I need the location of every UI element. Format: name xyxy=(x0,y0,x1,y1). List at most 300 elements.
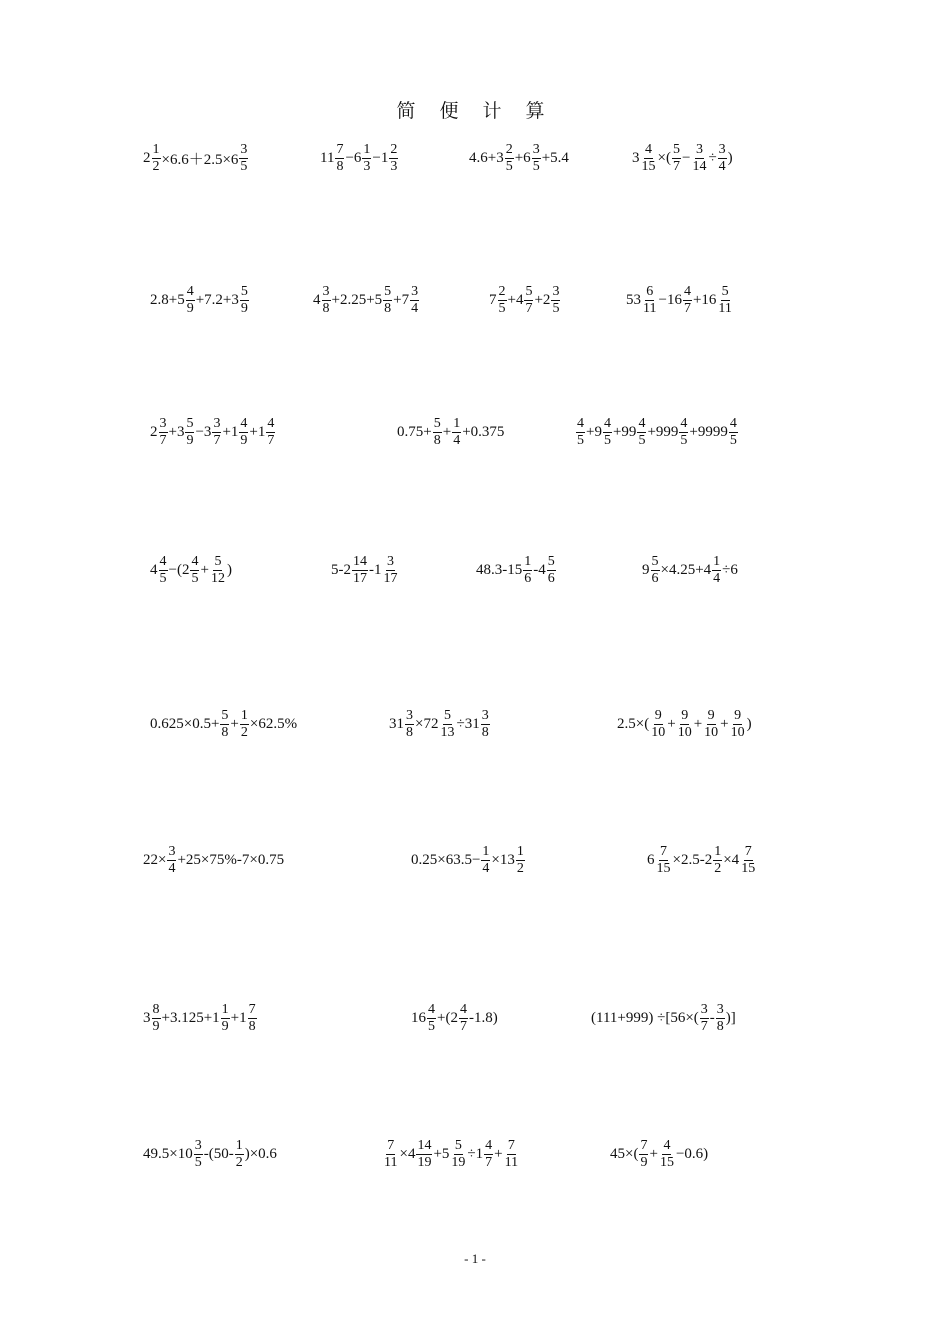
expression-text: −0.6) xyxy=(675,1145,709,1162)
expression-text: +3.125+1 xyxy=(161,1009,220,1026)
fraction-numerator: 6 xyxy=(646,283,654,299)
fraction xyxy=(335,142,344,175)
fraction xyxy=(410,284,419,317)
expression-text: ×2.5-2 xyxy=(672,851,713,868)
fraction-numerator: 1 xyxy=(713,553,721,569)
fraction-denominator: 5 xyxy=(603,432,611,448)
fraction-denominator: 5 xyxy=(194,1154,202,1170)
fraction-numerator: 9 xyxy=(707,707,715,723)
expression-text: (111+999) ÷[56×( xyxy=(591,1009,699,1026)
expression-text: 45×( xyxy=(610,1145,639,1162)
math-problem xyxy=(143,128,249,188)
fraction-numerator: 4 xyxy=(663,1137,671,1153)
fraction-numerator: 7 xyxy=(336,141,344,157)
fraction xyxy=(352,554,368,587)
math-problem xyxy=(313,270,420,330)
fraction xyxy=(212,416,221,449)
expression-text: ×13 xyxy=(491,851,515,868)
expression-text: −16 xyxy=(658,291,682,308)
fraction-denominator: 19 xyxy=(451,1154,466,1170)
fraction xyxy=(484,1138,493,1171)
fraction-denominator: 7 xyxy=(525,300,533,316)
problem-row xyxy=(0,830,950,890)
expression-text: ×62.5% xyxy=(249,715,298,732)
fraction-denominator: 4 xyxy=(453,432,461,448)
fraction-numerator: 4 xyxy=(186,283,194,299)
expression-text: 5-2 xyxy=(331,561,351,578)
fraction-denominator: 15 xyxy=(741,860,756,876)
fraction-numerator: 4 xyxy=(159,553,167,569)
fraction-numerator: 2 xyxy=(505,141,513,157)
expression-text: + xyxy=(693,715,703,732)
fraction-numerator: 4 xyxy=(683,283,691,299)
fraction-denominator: 5 xyxy=(532,158,540,174)
fraction-numerator: 7 xyxy=(248,1001,256,1017)
expression-text: +7 xyxy=(393,291,410,308)
math-problem xyxy=(617,694,752,754)
fraction xyxy=(459,1002,468,1035)
fraction-denominator: 4 xyxy=(168,860,176,876)
fraction xyxy=(551,284,560,317)
fraction xyxy=(576,416,585,449)
fraction-numerator: 9 xyxy=(734,707,742,723)
fraction xyxy=(240,708,249,741)
expression-text: +5.4 xyxy=(541,149,569,166)
expression-text: 4.6+3 xyxy=(469,149,504,166)
expression-text: ÷1 xyxy=(467,1145,484,1162)
fraction-denominator: 11 xyxy=(384,1154,398,1170)
fraction xyxy=(152,142,161,175)
fraction xyxy=(481,844,490,877)
expression-text: +6 xyxy=(514,149,531,166)
fraction-denominator: 5 xyxy=(240,158,248,174)
fraction xyxy=(683,284,692,317)
expression-text: +0.375 xyxy=(462,423,505,440)
fraction-numerator: 7 xyxy=(744,843,752,859)
fraction-denominator: 9 xyxy=(186,300,194,316)
fraction xyxy=(532,142,541,175)
expression-text: ×4 xyxy=(723,851,740,868)
fraction-denominator: 2 xyxy=(714,860,722,876)
expression-text: + xyxy=(649,1145,658,1162)
fraction-denominator: 9 xyxy=(186,432,194,448)
fraction-denominator: 10 xyxy=(704,724,719,740)
fraction-numerator: 4 xyxy=(603,415,611,431)
fraction xyxy=(672,142,681,175)
fraction-numerator: 2 xyxy=(498,283,506,299)
fraction xyxy=(639,1138,648,1171)
expression-text: )] xyxy=(725,1009,736,1026)
expression-text: 6 xyxy=(647,851,655,868)
fraction-numerator: 4 xyxy=(267,415,275,431)
fraction-denominator: 5 xyxy=(577,432,584,448)
expression-text: ) xyxy=(226,561,232,578)
fraction-numerator: 5 xyxy=(443,707,451,723)
expression-text: 0.625×0.5+ xyxy=(150,715,220,732)
fraction-numerator: 7 xyxy=(387,1137,395,1153)
fraction xyxy=(383,1138,398,1171)
expression-text: +9999 xyxy=(689,423,728,440)
problem-row xyxy=(0,1124,950,1184)
fraction xyxy=(450,1138,466,1171)
fraction-numerator: 8 xyxy=(152,1001,160,1017)
math-problem xyxy=(591,988,736,1048)
fraction-denominator: 5 xyxy=(729,432,737,448)
fraction-denominator: 17 xyxy=(383,570,398,586)
fraction xyxy=(713,844,722,877)
fraction-denominator: 7 xyxy=(267,432,275,448)
fraction xyxy=(651,554,660,587)
expression-text: ×( xyxy=(657,149,671,166)
expression-text: 11 xyxy=(320,149,335,166)
fraction xyxy=(220,708,229,741)
expression-text: ÷ xyxy=(708,149,717,166)
fraction-denominator: 5 xyxy=(191,570,199,586)
fraction-numerator: 4 xyxy=(729,415,737,431)
fraction xyxy=(656,844,672,877)
fraction-denominator: 9 xyxy=(221,1018,229,1034)
fraction-denominator: 11 xyxy=(643,300,657,316)
math-problem xyxy=(143,1124,277,1184)
expression-text: 49.5×10 xyxy=(143,1145,193,1162)
expression-text: − xyxy=(681,149,691,166)
fraction-denominator: 8 xyxy=(406,724,413,740)
fraction-denominator: 14 xyxy=(692,158,707,174)
expression-text: 53 xyxy=(626,291,641,308)
fraction-numerator: 3 xyxy=(406,707,413,723)
math-problem xyxy=(647,830,757,890)
fraction-numerator: 1 xyxy=(516,843,524,859)
fraction-numerator: 1 xyxy=(482,843,490,859)
fraction xyxy=(504,1138,519,1171)
math-problem xyxy=(382,1124,520,1184)
fraction-numerator: 14 xyxy=(417,1137,432,1153)
fraction-denominator: 9 xyxy=(240,300,248,316)
fraction-numerator: 3 xyxy=(194,1137,202,1153)
fraction xyxy=(677,708,693,741)
fraction xyxy=(703,708,719,741)
expression-text: +25×75%-7×0.75 xyxy=(177,851,285,868)
fraction-denominator: 4 xyxy=(713,570,721,586)
expression-text: +99 xyxy=(612,423,637,440)
expression-text: +1 xyxy=(222,423,239,440)
fraction-numerator: 5 xyxy=(384,283,392,299)
expression-text: 7 xyxy=(489,291,497,308)
expression-text: 2 xyxy=(143,149,151,166)
fraction-numerator: 3 xyxy=(213,415,221,431)
fraction-numerator: 7 xyxy=(507,1137,515,1153)
fraction-denominator: 9 xyxy=(640,1154,648,1170)
math-problem xyxy=(489,270,561,330)
fraction-denominator: 8 xyxy=(481,724,489,740)
fraction-denominator: 4 xyxy=(482,860,490,876)
expression-text: -4 xyxy=(533,561,546,578)
math-problem xyxy=(610,1124,708,1184)
fraction xyxy=(239,416,248,449)
fraction-numerator: 3 xyxy=(552,283,560,299)
fraction-denominator: 6 xyxy=(651,570,659,586)
fraction-denominator: 2 xyxy=(516,860,524,876)
fraction xyxy=(452,416,461,449)
expression-text: +(2 xyxy=(437,1009,458,1026)
expression-text: +3 xyxy=(168,423,185,440)
fraction-denominator: 6 xyxy=(547,570,555,586)
fraction-denominator: 7 xyxy=(683,300,691,316)
fraction-denominator: 8 xyxy=(248,1018,256,1034)
fraction-numerator: 14 xyxy=(353,553,367,569)
expression-text: 4 xyxy=(313,291,321,308)
fraction-denominator: 15 xyxy=(659,1154,674,1170)
expression-text: 31 xyxy=(389,715,404,732)
fraction-numerator: 4 xyxy=(645,141,652,157)
problem-row xyxy=(0,402,950,462)
page-title: 简 便 计 算 xyxy=(396,100,554,122)
fraction xyxy=(433,416,442,449)
fraction-denominator: 10 xyxy=(677,724,692,740)
fraction-numerator: 5 xyxy=(547,553,555,569)
expression-text: −1 xyxy=(372,149,389,166)
problem-row xyxy=(0,270,950,330)
fraction xyxy=(637,416,646,449)
expression-text: 4 xyxy=(150,561,158,578)
math-problem xyxy=(150,694,297,754)
fraction-denominator: 7 xyxy=(459,1018,467,1034)
expression-text: 2.5×( xyxy=(617,715,650,732)
fraction xyxy=(239,142,248,175)
fraction-numerator: 3 xyxy=(411,283,419,299)
fraction-denominator: 6 xyxy=(524,570,532,586)
expression-text: 3 xyxy=(143,1009,151,1026)
fraction-denominator: 15 xyxy=(656,860,671,876)
expression-text: ) xyxy=(727,149,733,166)
fraction xyxy=(221,1002,230,1035)
math-problem xyxy=(632,128,733,188)
fraction xyxy=(603,416,612,449)
fraction-numerator: 5 xyxy=(525,283,533,299)
fraction-denominator: 2 xyxy=(235,1154,243,1170)
expression-text: )×0.6 xyxy=(244,1145,277,1162)
fraction-numerator: 9 xyxy=(654,707,662,723)
fraction-numerator: 4 xyxy=(577,415,584,431)
fraction-numerator: 3 xyxy=(716,1001,724,1017)
fraction-numerator: 4 xyxy=(638,415,646,431)
fraction xyxy=(439,708,455,741)
fraction xyxy=(405,708,414,741)
fraction xyxy=(481,708,490,741)
fraction xyxy=(730,708,746,741)
expression-text: +7.2+3 xyxy=(195,291,239,308)
fraction xyxy=(383,554,399,587)
expression-text: ×4 xyxy=(399,1145,416,1162)
fraction xyxy=(523,554,532,587)
fraction-denominator: 8 xyxy=(384,300,392,316)
fraction xyxy=(641,142,657,175)
expression-text: ) xyxy=(746,715,752,732)
math-problem xyxy=(469,128,569,188)
fraction xyxy=(700,1002,709,1035)
fraction-denominator: 10 xyxy=(730,724,745,740)
fraction-numerator: 3 xyxy=(532,141,540,157)
fraction xyxy=(547,554,556,587)
fraction-denominator: 2 xyxy=(240,724,248,740)
fraction-numerator: 1 xyxy=(235,1137,243,1153)
expression-text: -1.8) xyxy=(468,1009,498,1026)
fraction-numerator: 4 xyxy=(428,1001,435,1017)
fraction xyxy=(167,844,176,877)
fraction-denominator: 4 xyxy=(411,300,419,316)
problem-row xyxy=(0,694,950,754)
fraction-numerator: 5 xyxy=(214,553,222,569)
expression-text: ÷6 xyxy=(722,561,738,578)
expression-text: −3 xyxy=(195,423,212,440)
expression-text: - xyxy=(709,1009,715,1026)
fraction xyxy=(235,1138,244,1171)
expression-text: ×6.6＋2.5×6 xyxy=(161,151,239,168)
fraction-denominator: 5 xyxy=(680,432,688,448)
fraction-numerator: 5 xyxy=(186,415,194,431)
problem-row xyxy=(0,540,950,600)
math-problem xyxy=(389,694,491,754)
fraction xyxy=(322,284,331,317)
expression-text: + xyxy=(667,715,676,732)
fraction xyxy=(716,1002,725,1035)
math-problem xyxy=(575,402,739,462)
fraction-denominator: 5 xyxy=(428,1018,435,1034)
fraction xyxy=(691,142,707,175)
fraction-numerator: 1 xyxy=(363,141,371,157)
math-problem xyxy=(150,540,232,600)
fraction xyxy=(210,554,226,587)
expression-text: +4 xyxy=(507,291,524,308)
fraction-denominator: 8 xyxy=(716,1018,724,1034)
fraction-numerator: 4 xyxy=(191,553,199,569)
fraction xyxy=(190,554,199,587)
fraction-denominator: 11 xyxy=(504,1154,519,1170)
fraction xyxy=(659,1138,675,1171)
math-problem xyxy=(642,540,738,600)
fraction-numerator: 3 xyxy=(700,1001,708,1017)
fraction xyxy=(650,708,666,741)
fraction-denominator: 3 xyxy=(363,158,371,174)
fraction xyxy=(240,284,249,317)
fraction-denominator: 11 xyxy=(718,300,732,316)
fraction-denominator: 5 xyxy=(638,432,646,448)
fraction-denominator: 8 xyxy=(221,724,229,740)
expression-text: ×4.25+4 xyxy=(660,561,712,578)
expression-text: + xyxy=(720,715,729,732)
expression-text: -(50- xyxy=(203,1145,234,1162)
expression-text: +2 xyxy=(534,291,551,308)
fraction xyxy=(642,284,657,317)
fraction-numerator: 1 xyxy=(221,1001,229,1017)
expression-text: 0.75+ xyxy=(397,423,432,440)
expression-text: 48.3-15 xyxy=(476,561,523,578)
expression-text: −6 xyxy=(345,149,362,166)
fraction-numerator: 3 xyxy=(695,141,703,157)
fraction xyxy=(427,1002,436,1035)
math-problem xyxy=(143,830,284,890)
fraction-numerator: 3 xyxy=(168,843,176,859)
math-problem xyxy=(626,270,734,330)
fraction-denominator: 9 xyxy=(240,432,248,448)
fraction-numerator: 9 xyxy=(681,707,689,723)
fraction xyxy=(712,554,721,587)
fraction xyxy=(679,416,688,449)
fraction-denominator: 2 xyxy=(152,158,160,174)
fraction-numerator: 3 xyxy=(240,141,248,157)
fraction-numerator: 7 xyxy=(640,1137,648,1153)
fraction-numerator: 1 xyxy=(524,553,532,569)
fraction xyxy=(362,142,371,175)
fraction-numerator: 5 xyxy=(651,553,659,569)
fraction xyxy=(498,284,507,317)
fraction-denominator: 5 xyxy=(498,300,506,316)
fraction-numerator: 3 xyxy=(322,283,330,299)
fraction xyxy=(416,1138,432,1171)
fraction xyxy=(159,554,168,587)
fraction-numerator: 5 xyxy=(454,1137,462,1153)
fraction-numerator: 1 xyxy=(453,415,461,431)
fraction xyxy=(505,142,514,175)
fraction-denominator: 4 xyxy=(718,158,726,174)
expression-text: 2.8+5 xyxy=(150,291,185,308)
fraction-numerator: 4 xyxy=(680,415,688,431)
fraction-numerator: 1 xyxy=(714,843,722,859)
math-problem xyxy=(150,402,276,462)
expression-text: +2.25+5 xyxy=(331,291,383,308)
fraction-denominator: 5 xyxy=(552,300,560,316)
math-problem xyxy=(320,128,399,188)
fraction xyxy=(383,284,392,317)
fraction-denominator: 10 xyxy=(651,724,666,740)
math-problem xyxy=(411,988,498,1048)
fraction-numerator: 5 xyxy=(721,283,729,299)
math-problem xyxy=(331,540,400,600)
fraction xyxy=(389,142,398,175)
fraction-denominator: 8 xyxy=(336,158,344,174)
fraction-denominator: 15 xyxy=(641,158,656,174)
expression-text: 16 xyxy=(411,1009,426,1026)
fraction-numerator: 1 xyxy=(152,141,160,157)
fraction-denominator: 13 xyxy=(440,724,455,740)
expression-text: −(2 xyxy=(168,561,190,578)
expression-text: + xyxy=(230,715,239,732)
fraction-numerator: 5 xyxy=(433,415,441,431)
fraction-numerator: 3 xyxy=(387,553,394,569)
fraction-numerator: 4 xyxy=(459,1001,467,1017)
expression-text: +999 xyxy=(647,423,679,440)
expression-text: 0.25×63.5− xyxy=(411,851,481,868)
fraction xyxy=(266,416,275,449)
fraction xyxy=(729,416,738,449)
fraction xyxy=(186,284,195,317)
expression-text: 2 xyxy=(150,423,158,440)
expression-text: 3 xyxy=(632,149,640,166)
fraction-numerator: 3 xyxy=(481,707,489,723)
problem-row xyxy=(0,128,950,188)
fraction-numerator: 4 xyxy=(240,415,248,431)
fraction xyxy=(159,416,168,449)
fraction-denominator: 7 xyxy=(700,1018,708,1034)
fraction xyxy=(152,1002,161,1035)
expression-text: + xyxy=(494,1145,503,1162)
fraction-denominator: 8 xyxy=(433,432,441,448)
fraction xyxy=(185,416,194,449)
expression-text: ×72 xyxy=(415,715,439,732)
fraction-denominator: 19 xyxy=(417,1154,432,1170)
fraction-numerator: 3 xyxy=(718,141,726,157)
fraction-denominator: 9 xyxy=(152,1018,160,1034)
